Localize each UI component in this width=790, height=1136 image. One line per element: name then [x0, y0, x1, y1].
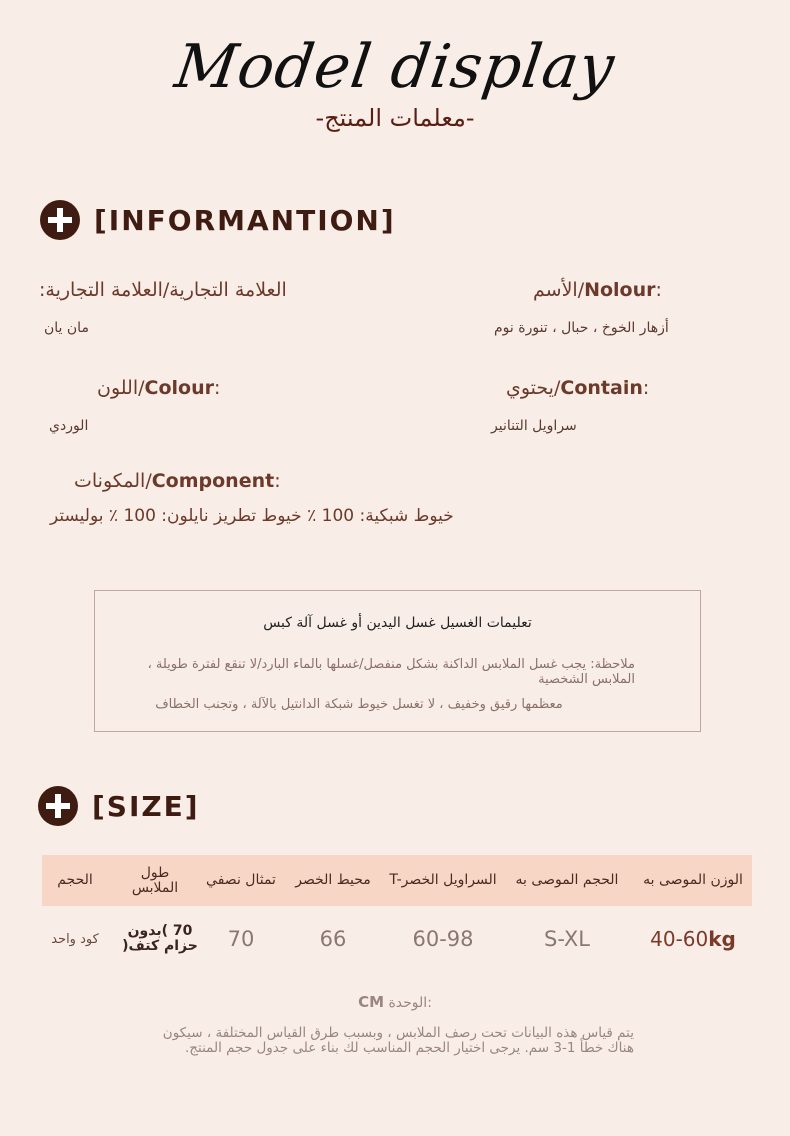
cell-bust: 70 — [227, 926, 255, 951]
cell-length: 70 )بدون حزام كتف( — [122, 923, 198, 954]
washing-note-secondary: معظمها رقيق وخفيف ، لا تغسل خيوط شبكة الدانتيل بالآلة ، وتجنب الخطاف — [155, 697, 563, 712]
component-label-ar: المكونات/ — [74, 470, 152, 492]
plus-circle-icon — [40, 200, 80, 240]
page-title: Model display — [170, 32, 620, 102]
contain-label: يحتوي/Contain: — [506, 377, 650, 399]
size-table — [42, 855, 752, 972]
header-t-waist: T-السراويل الخصر — [389, 872, 497, 888]
header-recommended-weight: الوزن الموصى به — [643, 872, 743, 888]
component-label: المكونات/Component: — [74, 470, 281, 492]
page-subtitle: -معلمات المنتج- — [315, 104, 475, 132]
colour-value: الوردي — [49, 418, 89, 434]
washing-instructions-title: تعليمات الغسيل غسل اليدين أو غسل آلة كبس — [263, 615, 532, 631]
table-row — [42, 906, 752, 972]
colour-label-en: Colour — [144, 377, 215, 399]
measurement-footnote: يتم قياس هذه البيانات تحت رصف الملابس ، وبسبب طرق القياس المختلفة ، سيكون هناك خطأ 1-3 سم. يرجى اختيار الحجم المناسب لك بناء على جدول حجم المنتج. — [162, 1025, 634, 1056]
header-length: طول الملابس — [131, 864, 179, 896]
weight-unit: kg — [708, 926, 736, 951]
header-recommended-size: الحجم الموصى به — [515, 872, 619, 888]
header-waist: محيط الخصر — [295, 872, 371, 888]
unit-value: CM — [358, 993, 385, 1011]
component-label-en: Component — [151, 470, 275, 492]
header-size: الحجم — [57, 872, 93, 888]
contain-label-ar: يحتوي/ — [506, 377, 561, 399]
plus-circle-icon — [38, 786, 78, 826]
info-section-title: [INFORMANTION] — [94, 203, 396, 237]
washing-note: ملاحظة: يجب غسل الملابس الداكنة بشكل منفصل/غسلها بالماء البارد/لا تنقع لفترة طويلة ، الملابس الشخصية — [147, 657, 635, 687]
weight-value: 40-60 — [650, 926, 709, 951]
colour-label-ar: اللون/ — [97, 377, 145, 399]
colour-label: اللون/Colour: — [97, 377, 221, 399]
unit-label: الوحدة: — [388, 995, 432, 1011]
contain-value: سراويل التنانير — [491, 418, 577, 434]
washing-instructions-box — [94, 590, 701, 732]
cell-code: كود واحد — [51, 931, 99, 947]
brand-value: مان يان — [44, 320, 89, 336]
size-table-header — [42, 855, 752, 906]
name-label-ar: الأسم/ — [533, 279, 585, 301]
name-label: الأسم/Nolour: — [533, 279, 662, 301]
name-label-en: Nolour — [584, 279, 656, 301]
brand-label: العلامة التجارية/العلامة التجارية: — [39, 279, 287, 301]
component-value: خيوط شبكية: 100 ٪ خيوط تطريز نايلون: 100 ٪ بوليستر — [50, 506, 454, 526]
unit-line — [0, 993, 790, 1011]
cell-recommended-weight — [634, 926, 752, 951]
header-bust: تمثال نصفي — [206, 872, 276, 888]
info-section-header — [40, 200, 396, 240]
cell-recommended-size: S-XL — [544, 926, 590, 951]
contain-label-en: Contain — [560, 377, 643, 399]
size-section-header — [38, 786, 200, 826]
name-value: أزهار الخوخ ، حبال ، تنورة نوم — [494, 320, 669, 336]
cell-t-waist: 60-98 — [412, 926, 474, 951]
cell-waist: 66 — [319, 926, 347, 951]
size-section-title: [SIZE] — [92, 789, 200, 823]
